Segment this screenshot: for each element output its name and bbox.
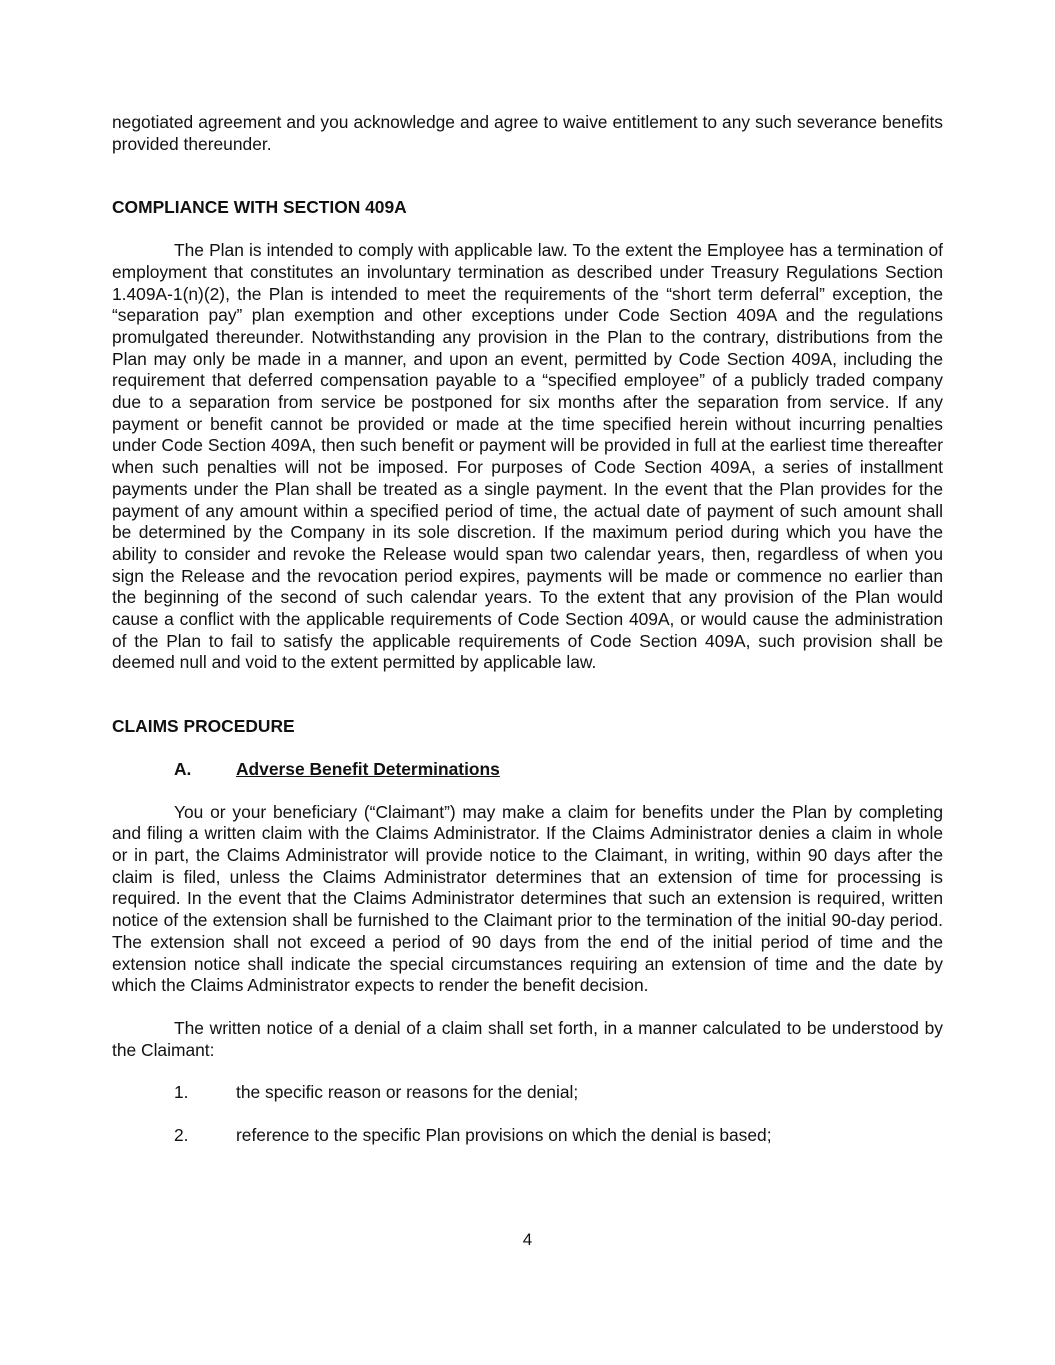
section-409a-heading: COMPLIANCE WITH SECTION 409A — [112, 197, 407, 218]
list-item-2-text: reference to the specific Plan provisions on which the denial is based; — [236, 1125, 772, 1146]
claims-paragraph-1: You or your beneficiary (“Claimant”) may make a claim for benefits under the Plan by completing and filing a written claim with the Claims Administrator. If the Claims Administrator denies a claim in whole or in part, the Claims Administrator will provide notice to the Claimant, in writing, within 90 days after the claim is filed, unless the Claims Administrator determines that an extension of time for processing is required. In the event that the Claims Administrator determines that such an extension is required, written notice of the extension shall be furnished to the Claimant prior to the termination of the initial 90-day period. The extension shall not exceed a period of 90 days from the end of the initial period of time and the extension notice shall indicate the special circumstances requiring an extension of time and the date by which the Claims Administrator expects to render the benefit decision. — [112, 801, 943, 996]
section-claims-procedure — [112, 716, 943, 1147]
claims-procedure-heading: CLAIMS PROCEDURE — [112, 716, 295, 737]
list-item-2-number: 2. — [174, 1125, 189, 1146]
intro-paragraph: negotiated agreement and you acknowledge and agree to waive entitlement to any such severance benefits provided thereunder. — [112, 112, 943, 154]
page-number: 4 — [522, 1230, 533, 1249]
page-content — [112, 112, 943, 1168]
subsection-a-heading — [112, 759, 943, 781]
list-item-1-text: the specific reason or reasons for the denial; — [236, 1082, 579, 1103]
list-item-1-number: 1. — [174, 1082, 189, 1103]
claims-paragraph-2: The written notice of a denial of a claim shall set forth, in a manner calculated to be understood by the Claimant: — [112, 1017, 943, 1060]
list-item-2 — [112, 1125, 943, 1147]
subsection-a-label: A. — [174, 758, 192, 779]
list-item-1 — [112, 1082, 943, 1104]
section-409a-paragraph: The Plan is intended to comply with applicable law. To the extent the Employee has a termination of employment that constitutes an involuntary termination as described under Treasury Regulations Section 1.409A-1(n)(2), the Plan is intended to meet the requirements of the “short term deferral” exception, the “separation pay” plan exemption and other exceptions under Code Section 409A and the regulations promulgated thereunder. Notwithstanding any provision in the Plan to the contrary, distributions from the Plan may only be made in a manner, and upon an event, permitted by Code Section 409A, including the requirement that deferred compensation payable to a “specified employee” of a publicly traded company due to a separation from service be postponed for six months after the separation from service. If any payment or benefit cannot be provided or made at the time specified herein without incurring penalties under Code Section 409A, then such benefit or payment will be provided in full at the earliest time thereafter when such penalties will not be imposed. For purposes of Code Section 409A, a series of installment payments under the Plan shall be treated as a single payment. In the event that the Plan provides for the payment of any amount within a specified period of time, the actual date of payment of such amount shall be determined by the Company in its sole discretion. If the maximum period during which you have the ability to consider and revoke the Release would span two calendar years, then, regardless of when you sign the Release and the revocation period expires, payments will be made or commence no earlier than the beginning of the second of such calendar years. To the extent that any provision of the Plan would cause a conflict with the applicable requirements of Code Section 409A, or would cause the administration of the Plan to fail to satisfy the applicable requirements of Code Section 409A, such provision shall be deemed null and void to the extent permitted by applicable law. — [112, 240, 943, 673]
subsection-a-title: Adverse Benefit Determinations — [236, 758, 500, 779]
section-409a — [112, 197, 943, 674]
